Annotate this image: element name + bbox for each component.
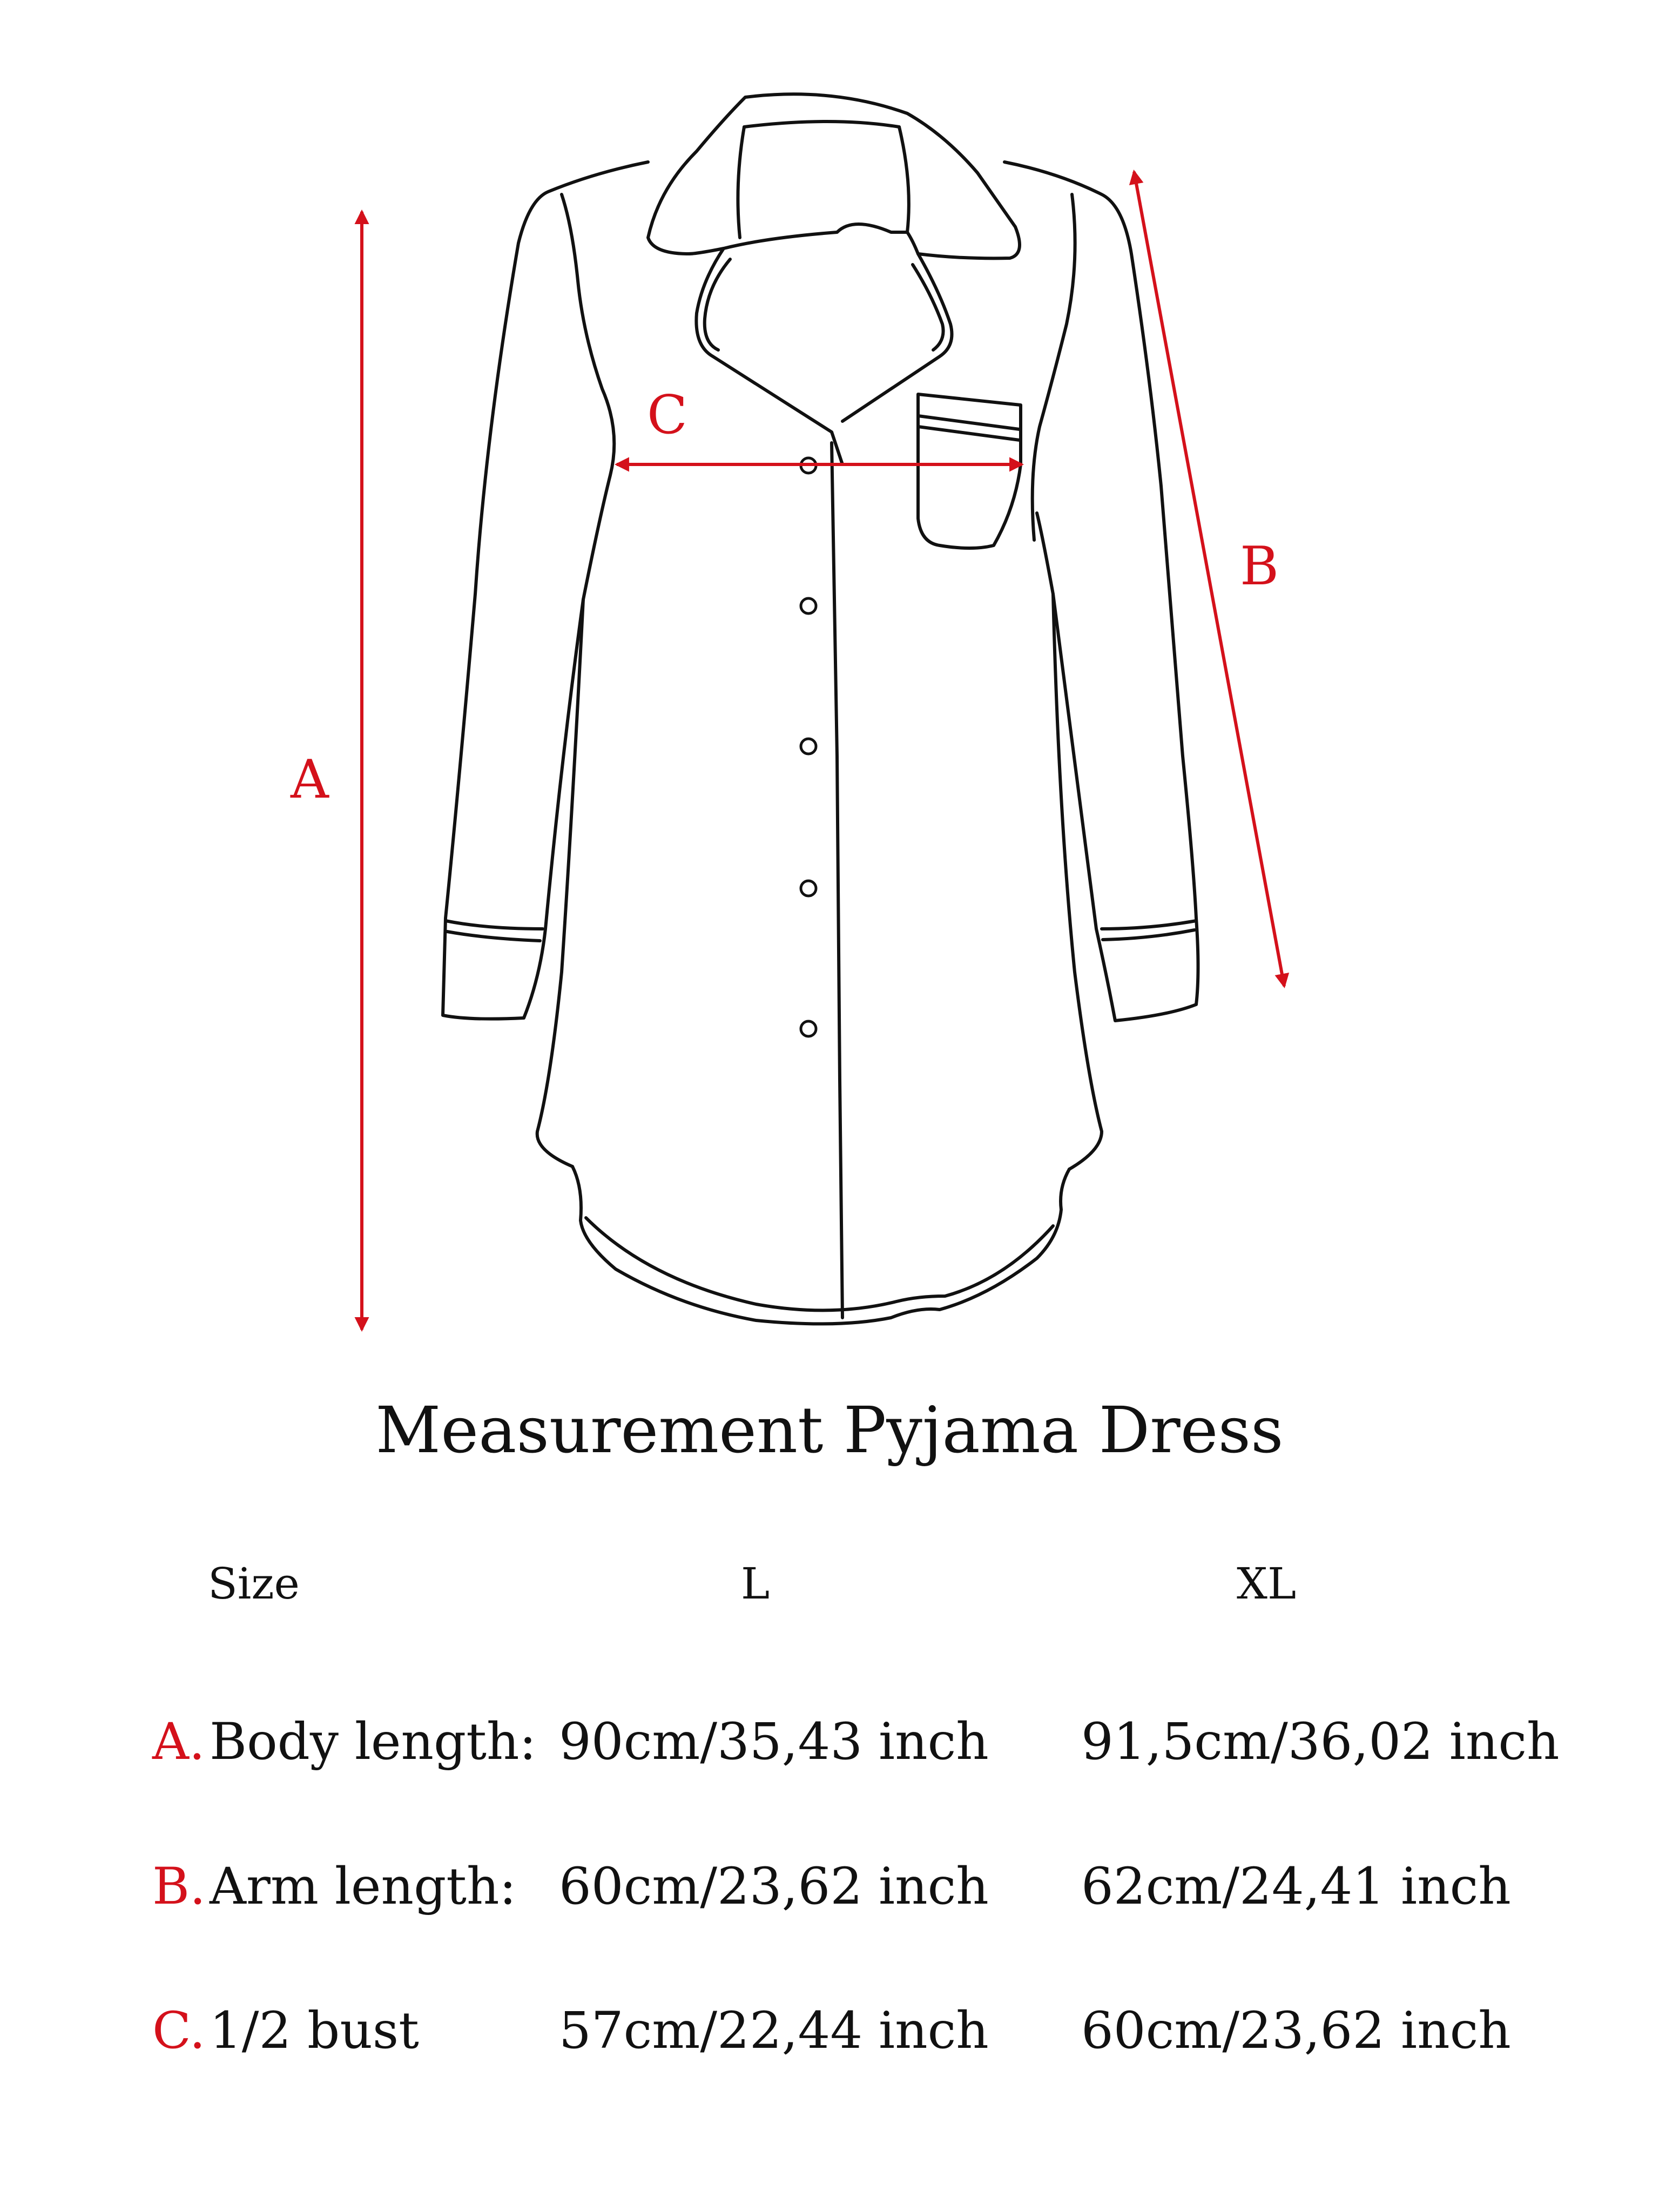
body-right-side [1053,594,1102,1169]
button-5 [801,1021,816,1036]
header-size: Size [208,1559,300,1609]
row-letter-a: A. [152,1712,205,1771]
dimension-label-a: A [291,749,329,811]
placket [832,443,842,1318]
left-cuff [446,921,543,929]
header-l: L [741,1559,770,1609]
header-xl: XL [1237,1559,1297,1609]
row-label-arm-length: Arm length: [210,1857,517,1916]
row-letter-b: B. [152,1857,206,1916]
row-value-half-bust-xl: 60cm/23,62 inch [1081,2001,1511,2060]
buttons [801,458,816,1036]
right-shoulder [1004,162,1198,1021]
row-label-body-length: Body length: [210,1712,537,1771]
page-title: Measurement Pyjama Dress [375,1393,1284,1467]
dimension-label-b: B [1240,536,1279,597]
row-value-half-bust-l: 57cm/22,44 inch [559,2001,989,2060]
neckline [744,122,899,127]
row-value-body-length-xl: 91,5cm/36,02 inch [1081,1712,1560,1771]
left-shoulder [443,162,648,1019]
row-label-half-bust: 1/2 bust [210,2001,419,2060]
button-3 [801,739,816,754]
lapel-left [696,248,842,464]
button-4 [801,881,816,896]
dimension-label-c: C [647,385,687,446]
collar-band [648,94,1020,258]
hem [572,1166,1069,1324]
body-left-side [537,599,583,1166]
button-2 [801,598,816,613]
row-value-body-length-l: 90cm/35,43 inch [559,1712,989,1771]
row-letter-c: C. [152,2001,206,2060]
row-value-arm-length-xl: 62cm/24,41 inch [1081,1857,1511,1916]
row-value-arm-length-l: 60cm/23,62 inch [559,1857,989,1916]
right-cuff [1102,921,1196,929]
dress-outline [443,94,1198,1324]
